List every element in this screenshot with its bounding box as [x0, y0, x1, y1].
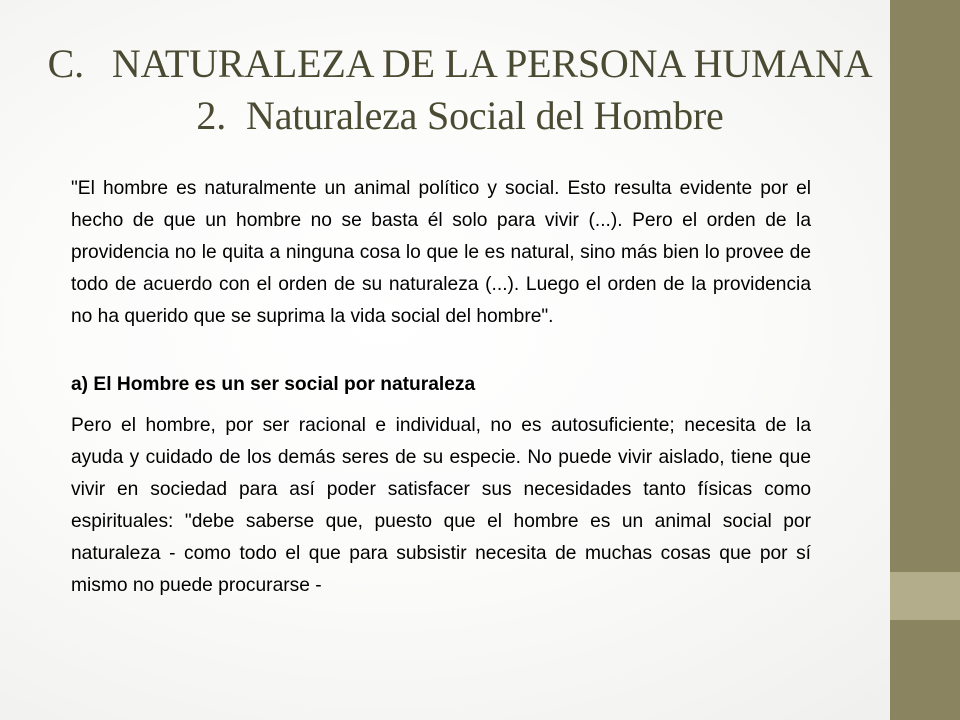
title-line-2 [30, 90, 890, 142]
slide-body [71, 173, 811, 602]
title-line-1-text: NATURALEZA DE LA PERSONA HUMANA [111, 41, 873, 86]
quote-paragraph: "El hombre es naturalmente un animal político y social. Esto resulta evidente por el hecho de que un hombre no se basta él solo para vivir (...). Pero el orden de la providencia no le quita a ninguna cosa lo que le es natural, sino más bien lo provee de todo de acuerdo con el orden de su naturaleza (...). Luego el orden de la providencia no ha querido que se suprima la vida social del hombre". [71, 178, 811, 327]
title-line-2-number: 2. [196, 93, 227, 138]
body-paragraph: Pero el hombre, por ser racional e individual, no es autosuficiente; necesita de la ayuda y cuidado de los demás seres de su especie. No puede vivir aislado, tiene que vivir en sociedad para así poder satisfacer sus necesidades tanto físicas como espirituales: "debe saberse que, puesto que el hombre es un animal social por naturaleza - como todo el que para subsistir necesita de muchas cosas que por sí mismo no puede procurarse - [71, 415, 811, 596]
section-subheading: a) El Hombre es un ser social por naturaleza [71, 374, 476, 395]
sidebar-accent-band [890, 572, 960, 620]
title-line-1-number: C. [47, 41, 84, 86]
slide-title [30, 38, 890, 142]
decorative-sidebar [890, 0, 960, 720]
title-line-1 [30, 38, 890, 90]
title-line-2-text: Naturaleza Social del Hombre [246, 93, 724, 138]
